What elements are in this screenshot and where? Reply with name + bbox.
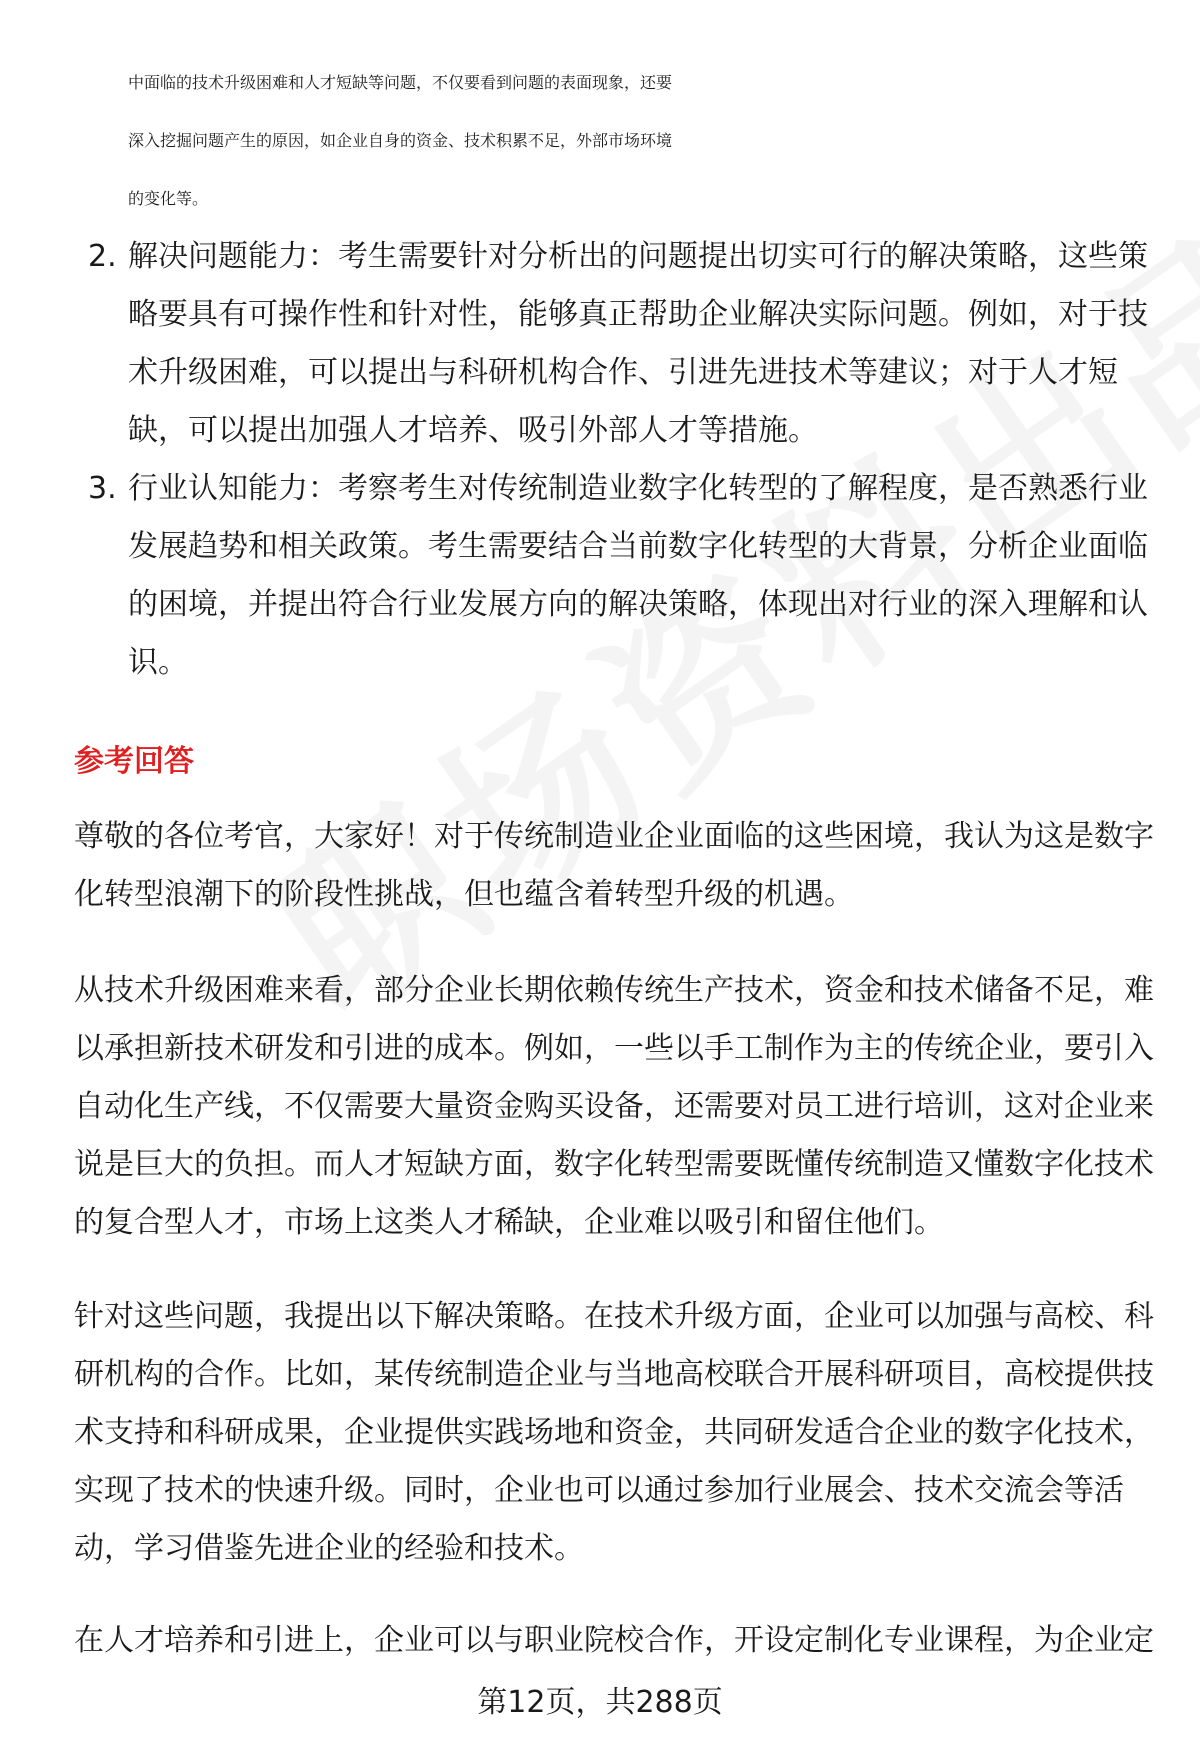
paragraph-4	[74, 1612, 1154, 1670]
text-line: 实现了技术的快速升级。同时，企业也可以通过参加行业展会、技术交流会等活	[74, 1473, 1124, 1508]
text-line: 的变化等。	[128, 189, 209, 208]
text-line: 缺，可以提出加强人才培养、吸引外部人才等措施。	[128, 413, 818, 448]
text-line: 略要具有可操作性和针对性，能够真正帮助企业解决实际问题。例如，对于技	[128, 297, 1148, 332]
paragraph-3	[74, 1288, 1154, 1578]
text-line: 说是巨大的负担。而人才短缺方面，数字化转型需要既懂传统制造又懂数字化技术	[74, 1147, 1154, 1182]
section-heading: 参考回答	[74, 744, 194, 779]
text-line: 行业认知能力：考察考生对传统制造业数字化转型的了解程度，是否熟悉行业	[128, 471, 1148, 506]
text-line: 发展趋势和相关政策。考生需要结合当前数字化转型的大背景，分析企业面临	[128, 529, 1148, 564]
text-line: 的复合型人才，市场上这类人才稀缺，企业难以吸引和留住他们。	[74, 1205, 944, 1240]
paragraph-1	[74, 808, 1154, 924]
intro-continuation	[128, 54, 672, 228]
text-line: 中面临的技术升级困难和人才短缺等问题，不仅要看到问题的表面现象，还要	[128, 73, 673, 92]
text-line: 识。	[128, 645, 188, 680]
text-line: 自动化生产线，不仅需要大量资金购买设备，还需要对员工进行培训，这对企业来	[74, 1089, 1154, 1124]
page-number: 第12页，共288页	[477, 1685, 723, 1720]
paragraph-2	[74, 962, 1154, 1252]
text-line: 动，学习借鉴先进企业的经验和技术。	[74, 1531, 584, 1566]
list-number: 3.	[88, 471, 117, 506]
text-line: 术支持和科研成果，企业提供实践场地和资金，共同研发适合企业的数字化技术，	[74, 1415, 1154, 1450]
text-line: 化转型浪潮下的阶段性挑战，但也蕴含着转型升级的机遇。	[74, 877, 854, 912]
text-line: 针对这些问题，我提出以下解决策略。在技术升级方面，企业可以加强与高校、科	[74, 1299, 1154, 1334]
text-line: 研机构的合作。比如，某传统制造企业与当地高校联合开展科研项目，高校提供技	[74, 1357, 1154, 1392]
text-line: 在人才培养和引进上，企业可以与职业院校合作，开设定制化专业课程，为企业定	[74, 1623, 1154, 1658]
text-line: 术升级困难，可以提出与科研机构合作、引进先进技术等建议；对于人才短	[128, 355, 1118, 390]
list-number: 2.	[88, 239, 117, 274]
text-line: 以承担新技术研发和引进的成本。例如，一些以手工制作为主的传统企业，要引入	[74, 1031, 1154, 1066]
text-line: 从技术升级困难来看，部分企业长期依赖传统生产技术，资金和技术储备不足，难	[74, 973, 1154, 1008]
text-line: 尊敬的各位考官，大家好！对于传统制造业企业面临的这些困境，我认为这是数字	[74, 819, 1154, 854]
text-line: 解决问题能力：考生需要针对分析出的问题提出切实可行的解决策略，这些策	[128, 239, 1148, 274]
text-line: 的困境，并提出符合行业发展方向的解决策略，体现出对行业的深入理解和认	[128, 587, 1148, 622]
text-line: 深入挖掘问题产生的原因，如企业自身的资金、技术积累不足，外部市场环境	[128, 131, 673, 150]
